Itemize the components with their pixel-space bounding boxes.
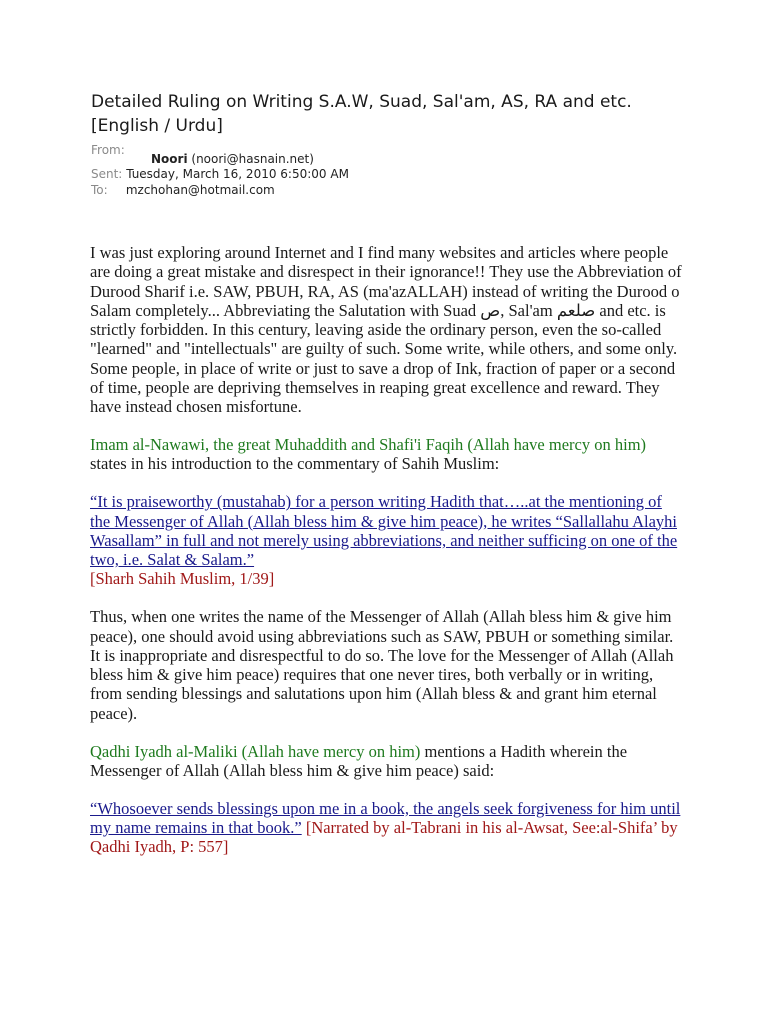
nawawi-reference: [Sharh Sahih Muslim, 1/39] — [90, 569, 275, 589]
email-body — [90, 243, 685, 875]
paragraph-hadith-quote — [90, 799, 685, 857]
from-label: From: — [91, 143, 125, 157]
hadith-quote-link[interactable]: “Whosoever sends blessings upon me in a book, the angels seek forgiveness for him until my name remains in that book.” — [90, 798, 681, 837]
nawawi-name: Imam al-Nawawi, the great Muhaddith and Shafi'i Faqih (Allah have mercy on him) — [90, 435, 647, 455]
to-label: To: — [91, 183, 108, 197]
from-value-row — [151, 152, 314, 166]
sent-value: Tuesday, March 16, 2010 6:50:00 AM — [126, 167, 349, 181]
paragraph-nawawi — [90, 435, 685, 474]
sender-name: Noori — [151, 152, 188, 166]
iyadh-name: Qadhi Iyadh al-Maliki (Allah have mercy on him) — [90, 741, 421, 761]
to-row — [91, 183, 275, 197]
sent-label: Sent: — [91, 167, 123, 181]
paragraph-thus: Thus, when one writes the name of the Messenger of Allah (Allah bless him & give him peace), one should avoid using abbreviations such as SAW, PBUH or something similar. It is inappropriate and disrespectful to do so. The love for the Messenger of Allah (Allah bless him & give him peace) requires that one never tires, both verbally or in writing, from sending blessings and salutations upon him (Allah bless & and grant him eternal peace). — [90, 607, 674, 723]
nawawi-quote-link[interactable]: “It is praiseworthy (mustahab) for a person writing Hadith that…..at the mentioning of the Messenger of Allah (Allah bless him & give him peace), he writes “Sallallahu Alayhi Wasallam” in full and not merely using abbreviations, and neither sufficing on one of the two, i.e. Salat & Salam.” — [90, 492, 678, 570]
iyadh-intro: mentions a Hadith wherein the Messenger of Allah (Allah bless him & give him peace) said: — [90, 741, 628, 780]
sent-row — [91, 167, 349, 181]
hadith-reference: [Narrated by al-Tabrani in his al-Awsat, See:al-Shifa’ by Qadhi Iyadh, P: 557] — [90, 817, 678, 857]
nawawi-intro: states in his introduction to the commentary of Sahih Muslim: — [90, 454, 500, 474]
from-row — [91, 143, 125, 157]
paragraph-nawawi-quote — [90, 492, 685, 588]
paragraph-iyadh — [90, 742, 685, 781]
email-subject: Detailed Ruling on Writing S.A.W, Suad, Sal'am, AS, RA and etc. [English / Urdu] — [91, 92, 632, 136]
to-value[interactable]: mzchohan@hotmail.com — [125, 183, 275, 197]
sender-email[interactable]: (noori@hasnain.net) — [191, 152, 314, 166]
paragraph-intro: I was just exploring around Internet and I find many websites and articles where people are doing a great mistake and disrespect in their ignorance!! They use the Abbreviation of Durood Sharif i.e. SAW, PBUH, RA, AS (ma'azALLAH) instead of writing the Durood o Salam completely... Abbreviating the Salutation with Suad ص, Sal'am صلعم and etc. is strictly forbidden. In this century, leaving aside the ordinary person, even the so-called "learned" and "intellectuals" are guilty of such. Some write, while others, and some only. Some people, in place of write or just to save a drop of Ink, fraction of paper or a second of time, people are depriving themselves in reaping great excellence and reward. They have instead chosen misfortune. — [90, 243, 682, 417]
